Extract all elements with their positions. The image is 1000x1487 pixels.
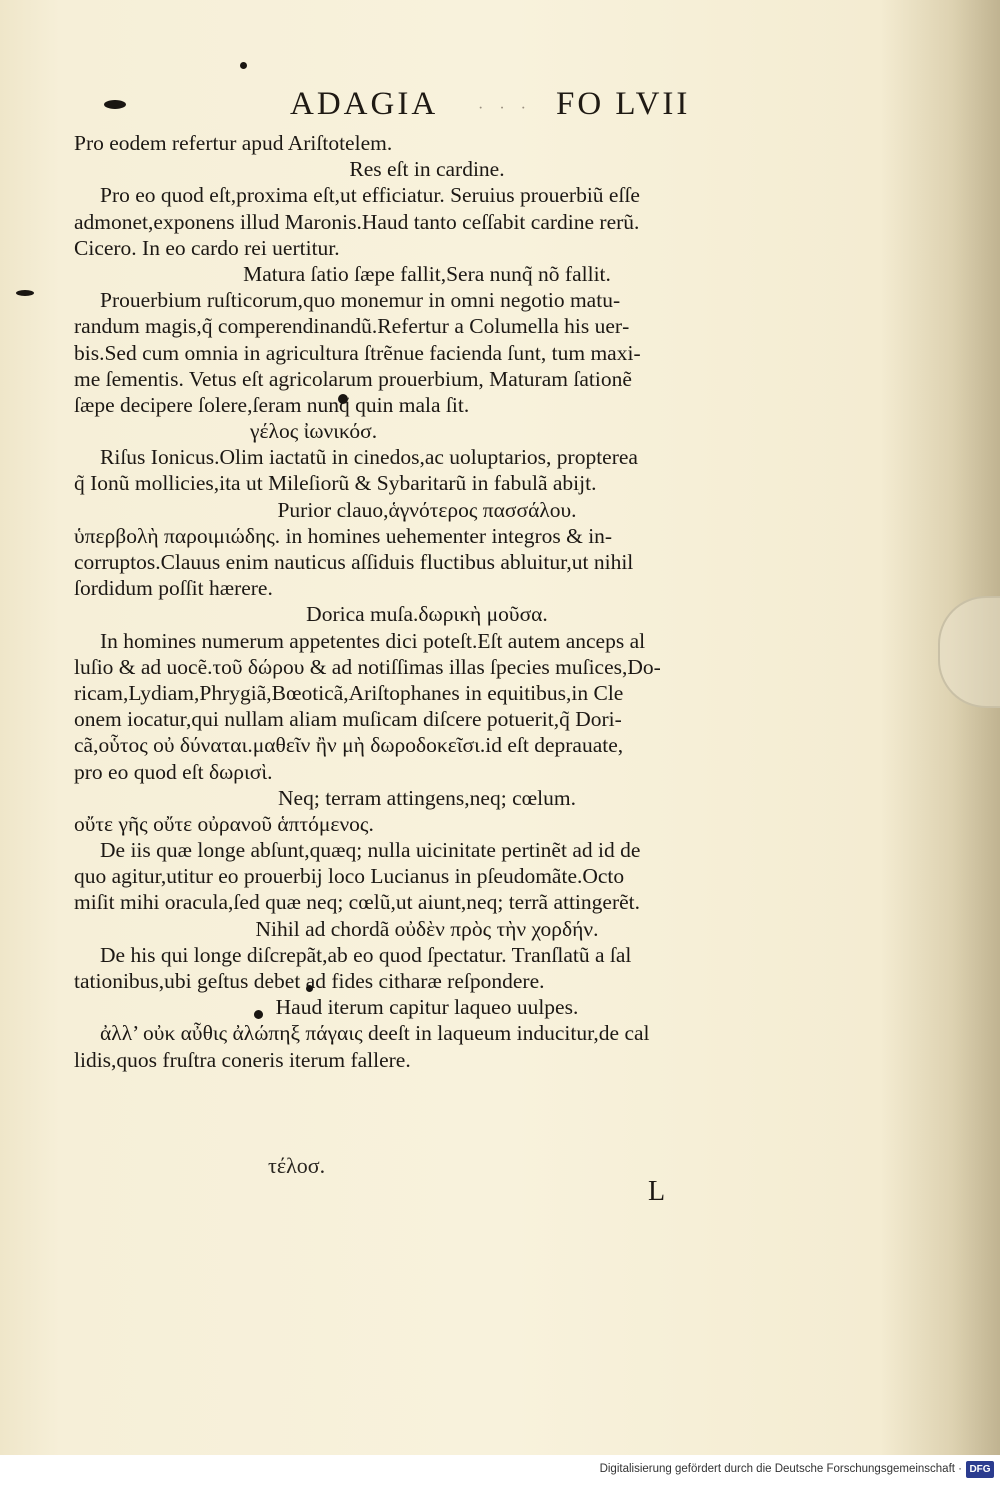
closing-word: τέλοσ.	[268, 1153, 326, 1178]
ink-speck	[240, 62, 247, 69]
running-header	[0, 86, 1000, 126]
text-line: pro eo quod eſt δωρισὶ.	[74, 759, 273, 784]
text-line: Riſus Ionicus.Olim iactatũ in cinedos,ac uoluptarios, propterea	[100, 445, 638, 470]
funding-credit: Digitalisierung gefördert durch die Deutsche Forschungsgemeinschaft ·	[599, 1463, 962, 1475]
text-line: lidis,quos fruſtra coneris iterum fallere.	[74, 1047, 411, 1072]
show-through-dots: · · ·	[478, 100, 532, 117]
folio-number: FO LVII	[556, 86, 691, 122]
running-title: ADAGIA	[290, 86, 439, 122]
text-line: corruptos.Clauus enim nauticus aſſiduis fluctibus abluitur,ut nihil	[74, 550, 634, 574]
page-fold-shadow	[880, 0, 1000, 1455]
adage-heading: γέλος ἰωνικόσ.	[250, 419, 378, 444]
adage-heading: Nihil ad chordã οὐδὲν πρὸς τὴν χορδήν.	[255, 916, 599, 941]
adage-heading: Res eſt in cardine.	[349, 157, 505, 182]
adage-heading: Neq; terram attingens,neq; cœlum.	[278, 785, 576, 810]
adage-heading: Haud iterum capitur laqueo uulpes.	[275, 995, 579, 1020]
text-line: De his qui longe diſcrepãt,ab eo quod ſpectatur. Tranſlatũ a ſal	[100, 942, 632, 967]
text-line: q̃ Ionũ mollicies,ita ut Mileſiorũ & Sybaritarũ in fabulã abijt.	[74, 471, 597, 496]
text-line: ſordidum poſſit hærere.	[74, 576, 273, 601]
text-line: Pro eo quod eſt,proxima eſt,ut efficiatur. Seruius prouerbiũ eſſe	[100, 183, 640, 208]
text-line: ricam,Lydiam,Phrygiã,Bœoticã,Ariſtophanes in equitibus,in Cle	[74, 680, 624, 705]
signature-mark: L	[648, 1176, 666, 1207]
ink-speck	[16, 290, 34, 296]
text-line: luſio & ad uocẽ.τοῦ δώρου & ad notiſſimas illas ſpecies muſices,Do‑	[74, 654, 661, 679]
adage-heading: Purior clauo,ἁγνότερος πασσάλου.	[277, 497, 577, 522]
text-line: ſæpe decipere ſolere,ſeram nunq̃ quin mala ſit.	[74, 392, 470, 417]
text-line: admonet,exponens illud Maronis.Haud tanto ceſſabit cardine rerũ.	[74, 209, 640, 234]
text-line: bis.Sed cum omnia in agricultura ſtrẽnue facienda ſunt, tum maxi‑	[74, 340, 641, 365]
text-line: ἀλλ’ οὐκ αὖθις ἀλώπηξ πάγαις deeſt in laqueum inducitur,de cal	[100, 1021, 650, 1046]
text-block	[74, 130, 780, 1073]
text-line: Cicero. In eo cardo rei uertitur.	[74, 235, 340, 260]
text-line: tationibus,ubi geſtus debet ad fides citharæ reſpondere.	[74, 969, 545, 993]
adage-heading: Dorica muſa.δωρικὴ μοῦσα.	[306, 602, 548, 627]
text-line: Prouerbium ruſticorum,quo monemur in omni negotio matu‑	[100, 288, 621, 313]
digitization-footer	[0, 1455, 1000, 1487]
text-line: Pro eodem refertur apud Ariſtotelem.	[74, 131, 393, 155]
text-line: me ſementis. Vetus eſt agricolarum prouerbium, Maturam ſationẽ	[74, 366, 632, 391]
dfg-logo: DFG	[966, 1461, 994, 1478]
text-line: De iis quæ longe abſunt,quæq; nulla uicinitate pertinẽt ad id de	[100, 838, 641, 863]
text-line: quo agitur,utitur eo prouerbĳ loco Lucianus in pſeudomãte.Octo	[74, 864, 625, 889]
text-line: In homines numerum appetentes dici poteſt.Eſt autem anceps al	[100, 628, 646, 653]
text-line: ὑπερβολὴ παροιμιώδης. in homines uehementer integros & in‑	[74, 523, 613, 548]
text-line: οὔτε γῆς οὔτε οὐρανοῦ ἁπτόμενος.	[74, 811, 374, 836]
text-line: cã,οὗτος οὐ δύναται.μαθεῖν ἢν μὴ δωροδοκεῖσι.id eſt deprauate,	[74, 733, 624, 758]
text-line: miſit mihi oracula,ſed quæ neq; cœlũ,ut aiunt,neq; terrã attingerẽt.	[74, 890, 641, 915]
text-line: onem iocatur,qui nullam aliam muſicam diſcere potuerit,q̃ Dori‑	[74, 707, 622, 732]
text-line: randum magis,q̃ comperendinandũ.Refertur a Columella his uer‑	[74, 314, 630, 339]
adage-heading: Matura ſatio ſæpe fallit,Sera nunq̃ nõ fallit.	[243, 261, 611, 286]
